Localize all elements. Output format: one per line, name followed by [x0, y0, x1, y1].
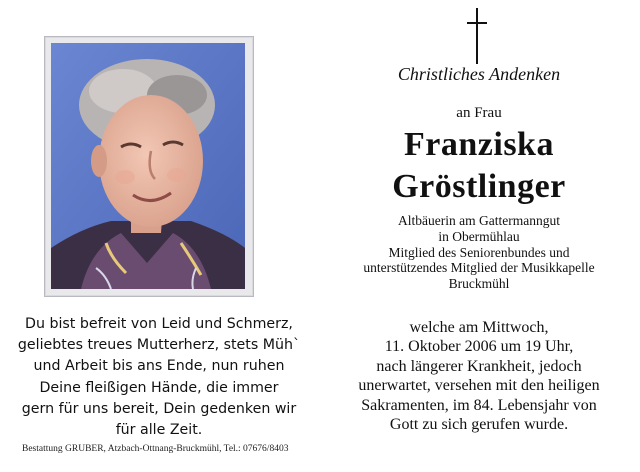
verse-line: Du bist befreit von Leid und Schmerz, — [25, 316, 293, 332]
photo-frame — [44, 36, 254, 297]
verse-line: und Arbeit bis ans Ende, nun ruhen — [33, 358, 285, 375]
portrait-illustration — [51, 43, 245, 289]
title-line: Mitglied des Seniorenbundes und — [388, 244, 570, 260]
passing-line: welche am Mittwoch, — [409, 319, 549, 336]
title-line: Bruckmühl — [448, 276, 510, 292]
verse-line: Deine fleißigen Hände, die immer — [39, 379, 279, 396]
passing-line: 11. Oktober 2006 um 19 Uhr, — [384, 338, 574, 356]
title-line: unterstützendes Mitglied der Musikkapelle — [363, 260, 595, 276]
passing-line: Sakramenten, im 84. Lebensjahr von — [361, 396, 597, 414]
verse-line: für alle Zeit. — [115, 422, 203, 439]
salutation: an Frau — [456, 105, 502, 121]
titles-block — [334, 213, 624, 292]
passing-line: nach längerer Krankheit, jedoch — [376, 357, 582, 375]
portrait-photo — [51, 43, 245, 289]
surname: Gröstlinger — [392, 168, 566, 205]
passing-line: unerwartet, versehen mit den heiligen — [358, 377, 600, 395]
memorial-verse — [14, 314, 304, 441]
verse-line: geliebtes treues Mutterherz, stets Müh` — [17, 337, 301, 354]
given-name: Franziska — [404, 126, 554, 163]
passing-line: Gott zu sich gerufen wurde. — [389, 416, 569, 434]
title-line: in Obermühlau — [438, 228, 520, 244]
verse-line: gern für uns bereit, Dein gedenken wir — [21, 400, 297, 417]
cross-icon — [467, 8, 487, 64]
passing-notice — [334, 318, 624, 434]
funeral-home-footer: Bestattung GRUBER, Atzbach-Ottnang-Bruckmühl, Tel.: 07676/8403 — [22, 444, 289, 454]
card-heading: Christliches Andenken — [397, 64, 561, 84]
title-line: Altbäuerin am Gattermanngut — [398, 213, 560, 228]
